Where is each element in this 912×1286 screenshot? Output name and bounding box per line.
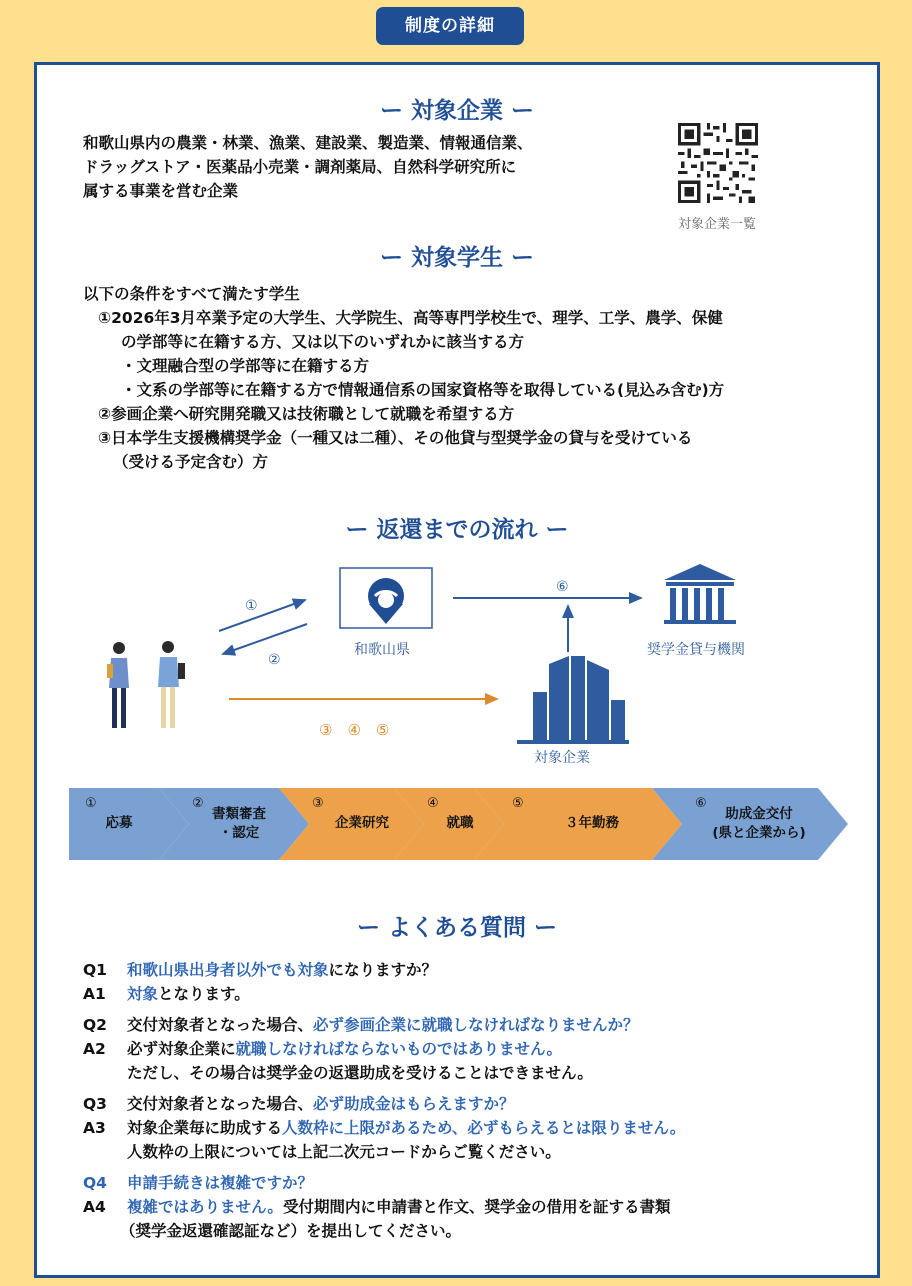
- faq-q3: Q3 交付対象者となった場合、必ず助成金はもらえますか？: [83, 1095, 515, 1113]
- step-5-num: ⑤: [512, 796, 524, 811]
- faq-a3-line2: 人数枠の上限については上記二次元コードからご覧ください。: [127, 1143, 561, 1161]
- arrow-label-345: ③ ④ ⑤: [319, 721, 390, 739]
- flow-diagram: [37, 560, 877, 770]
- step-6-label: 助成金交付 (県と企業から): [712, 806, 806, 841]
- faq-a2: A2 必ず対象企業に就職しなければならないものではありません。: [83, 1040, 562, 1058]
- students-line-5: ・文系の学部等に在籍する方で情報通信系の国家資格等を取得している(見込み含む)方: [121, 381, 725, 399]
- arrow-label-1: ①: [245, 598, 258, 614]
- students-line-7: ③日本学生支援機構奨学金（一種又は二種）、その他貸与型奨学金の貸与を受けている: [98, 429, 693, 447]
- step-2-label: 書類審査 ・認定: [212, 806, 266, 841]
- students-line-3: の学部等に在籍する方、又は以下のいずれかに該当する方: [121, 333, 525, 351]
- students-icon: [107, 641, 185, 728]
- step-3-num: ③: [312, 796, 324, 811]
- faq-a4: A4 複雑ではありません。受付期間内に申請書と作文、奨学金の借用を証する書類: [83, 1198, 671, 1216]
- wakayama-prefecture-logo-icon: [340, 568, 432, 628]
- students-line-4: ・文理融合型の学部等に在籍する方: [121, 357, 370, 375]
- step-2-num: ②: [192, 796, 204, 811]
- arrow-label-2: ②: [268, 652, 281, 668]
- students-line-8: （受ける予定含む）方: [113, 453, 269, 471]
- details-panel: [34, 62, 880, 1278]
- companies-title: ー 対象企業 ー: [379, 98, 534, 124]
- faq-a3: A3 対象企業毎に助成する人数枠に上限があるため、必ずもらえるとは限りません。: [83, 1119, 686, 1137]
- step-1-num: ①: [85, 796, 97, 811]
- qr-code[interactable]: [678, 123, 758, 203]
- faq-q1: Q1 和歌山県出身者以外でも対象になりますか？: [83, 961, 438, 979]
- faq-a2-line2: ただし、その場合は奨学金の返還助成を受けることはできません。: [127, 1064, 593, 1082]
- prefecture-label: 和歌山県: [354, 642, 410, 658]
- lender-label: 奨学金貸与機関: [647, 642, 745, 658]
- faq-a1: A1 対象となります。: [83, 985, 250, 1003]
- faq-a4-line2: （奨学金返還確認証など）を提出してください。: [120, 1222, 462, 1240]
- step-1-label: 応募: [105, 815, 133, 831]
- faq-q2: Q2 交付対象者となった場合、必ず参画企業に就職しなければなりませんか？: [83, 1016, 639, 1034]
- company-label: 対象企業: [534, 750, 590, 766]
- section-header-label: 制度の詳細: [376, 7, 524, 45]
- students-line-2: ①2026年3月卒業予定の大学生、大学院生、高等専門学校生で、理学、工学、農学、保健: [98, 309, 723, 327]
- companies-text: [83, 131, 533, 203]
- step-3-label: 企業研究: [335, 815, 389, 831]
- faq-title: ー よくある質問 ー: [356, 915, 557, 941]
- step-4-num: ④: [427, 796, 439, 811]
- faq-q4: Q4 申請手続きは複雑ですか？: [83, 1174, 314, 1192]
- students-line-6: ②参画企業へ研究開発職又は技術職として就職を希望する方: [98, 405, 515, 423]
- bank-building-icon: [664, 564, 736, 624]
- students-title: ー 対象学生 ー: [379, 245, 534, 271]
- step-5-label: ３年勤務: [565, 815, 619, 831]
- flow-title: ー 返還までの流れ ー: [345, 517, 569, 543]
- companies-line-3: 属する事業を営む企業: [83, 182, 239, 200]
- office-building-icon: [517, 656, 629, 744]
- step-6-num: ⑥: [695, 796, 707, 811]
- qr-caption: 対象企業一覧: [677, 217, 756, 232]
- companies-line-2: ドラッグストア・医薬品小売業・調剤薬局、自然科学研究所に: [83, 158, 517, 176]
- arrow-label-6: ⑥: [556, 579, 569, 595]
- companies-line-1: 和歌山県内の農業・林業、漁業、建設業、製造業、情報通信業、: [83, 134, 533, 152]
- students-line-1: 以下の条件をすべて満たす学生: [83, 285, 300, 303]
- step-4-label: 就職: [446, 815, 474, 831]
